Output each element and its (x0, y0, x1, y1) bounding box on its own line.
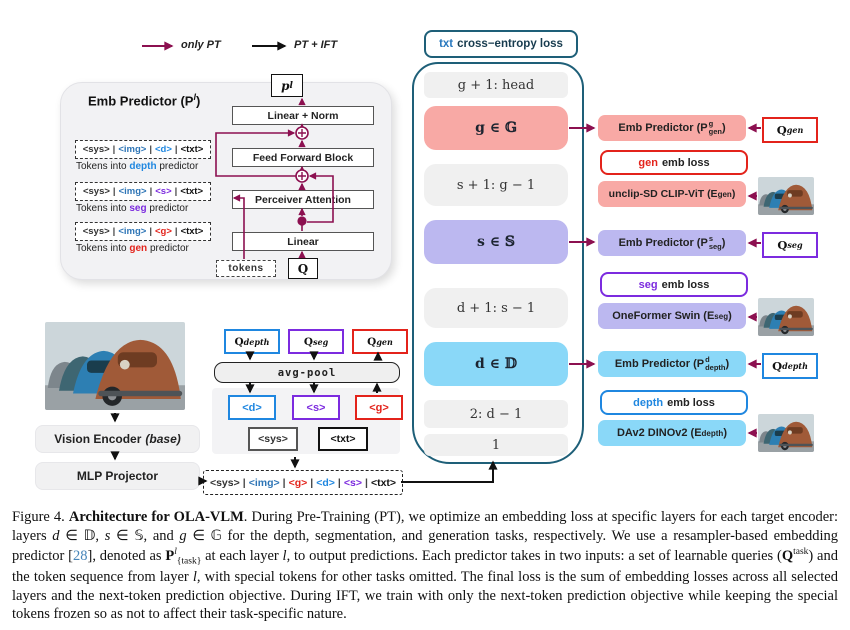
figure-caption: Figure 4. Architecture for OLA-VLM. During Pre-Training (PT), we optimize an embedding loss at specific layers for each target encoder: layers d ∈ 𝔻, s ∈ 𝕊, and g ∈ 𝔾 for the depth, segmentation, and generation tasks, respectively. We use a resampler-based embedding predictor [28], denoted as $P^l_{\{task\}}$ at each layer l, to output predictions. Each predictor takes in two inputs: a set of learnable queries $(Q^{task})$ and the token sequence from layer l, with special tokens for other tasks omitted. The final loss is the sum of embedding losses across all selected layers and the next-token prediction objective. During IFT, we train with only the next-token prediction objective while keeping the special tokens frozen so as not to affect their task-specific nature. (12, 509, 839, 623)
seg-emb-predictor-box: Emb Predictor (P s seg ) (598, 230, 746, 256)
layer-s: s ∈ 𝕊 (424, 220, 568, 264)
token-txt-box: <txt> (318, 427, 368, 451)
q-depth-box: Q depth (762, 353, 818, 379)
layer-range-s-g: s + 1: g − 1 (424, 164, 568, 206)
q-seg-query-box: Q seg (288, 329, 344, 354)
token-seq-depth: <sys> | <img> | <d> | <txt> (75, 140, 211, 159)
avg-pool-box: avg-pool (214, 362, 400, 383)
mlp-projector-box: MLP Projector (35, 462, 200, 490)
layer-d: d ∈ 𝔻 (424, 342, 568, 386)
feed-forward-block: Feed Forward Block (232, 148, 374, 167)
seg-encoder-box: OneFormer Swin (E seg ) (598, 303, 746, 329)
token-g-box: <g> (355, 395, 403, 420)
txt-cross-entropy-loss-box: txt cross−entropy loss (424, 30, 578, 58)
q-gen-query-box: Q gen (352, 329, 408, 354)
token-s-box: <s> (292, 395, 340, 420)
vision-encoder-box: Vision Encoder (base) (35, 425, 200, 453)
token-seq-seg: <sys> | <img> | <s> | <txt> (75, 182, 211, 201)
predictor-output-box: p l (271, 74, 303, 97)
depth-emb-loss-box: depth emb loss (600, 390, 748, 415)
layer-1: 1 (424, 434, 568, 456)
token-seq-gen: <sys> | <img> | <g> | <txt> (75, 222, 211, 241)
linear-norm-block: Linear + Norm (232, 106, 374, 125)
layer-range-head: g + 1: head (424, 72, 568, 98)
depth-encoder-image (758, 414, 814, 452)
token-d-box: <d> (228, 395, 276, 420)
layer-range-d-s: d + 1: s − 1 (424, 288, 568, 328)
layer-g: g ∈ 𝔾 (424, 106, 568, 150)
gen-encoder-box: unclip-SD CLIP-ViT (E gen ) (598, 181, 746, 207)
token-seq-gen-label: Tokens into gen predictor (76, 243, 189, 254)
token-sys-box: <sys> (248, 427, 298, 451)
depth-emb-predictor-box: Emb Predictor (P d depth ) (598, 351, 746, 377)
q-input-box: Q (288, 258, 318, 279)
depth-encoder-box: DAv2 DINOv2 (E depth ) (598, 420, 746, 446)
gen-emb-predictor-box: Emb Predictor (P g gen ) (598, 115, 746, 141)
q-seg-box: Q seg (762, 232, 818, 258)
gen-emb-loss-box: gen emb loss (600, 150, 748, 175)
emb-predictor-panel-title: Emb Predictor $(P^l)$ (88, 92, 201, 109)
q-gen-box: Q gen (762, 117, 818, 143)
legend-only-pt-label: only PT (181, 39, 221, 51)
layer-range-2-d: 2: d − 1 (424, 400, 568, 428)
perceiver-attention-block: Perceiver Attention (232, 190, 374, 209)
fused-token-sequence-box: <sys> | <img> | <g> | <d> | <s> | <txt> (203, 470, 403, 495)
legend-pt-ift-label: PT + IFT (294, 39, 338, 51)
q-depth-query-box: Q depth (224, 329, 280, 354)
tokens-box: tokens (216, 260, 276, 277)
linear-block: Linear (232, 232, 374, 251)
seg-encoder-image (758, 298, 814, 336)
arrow-sequence-to-layer-1 (401, 462, 493, 482)
token-seq-depth-label: Tokens into depth predictor (76, 161, 199, 172)
seg-emb-loss-box: seg emb loss (600, 272, 748, 297)
input-image (45, 322, 185, 410)
token-seq-seg-label: Tokens into seg predictor (76, 203, 189, 214)
gen-encoder-image (758, 177, 814, 215)
